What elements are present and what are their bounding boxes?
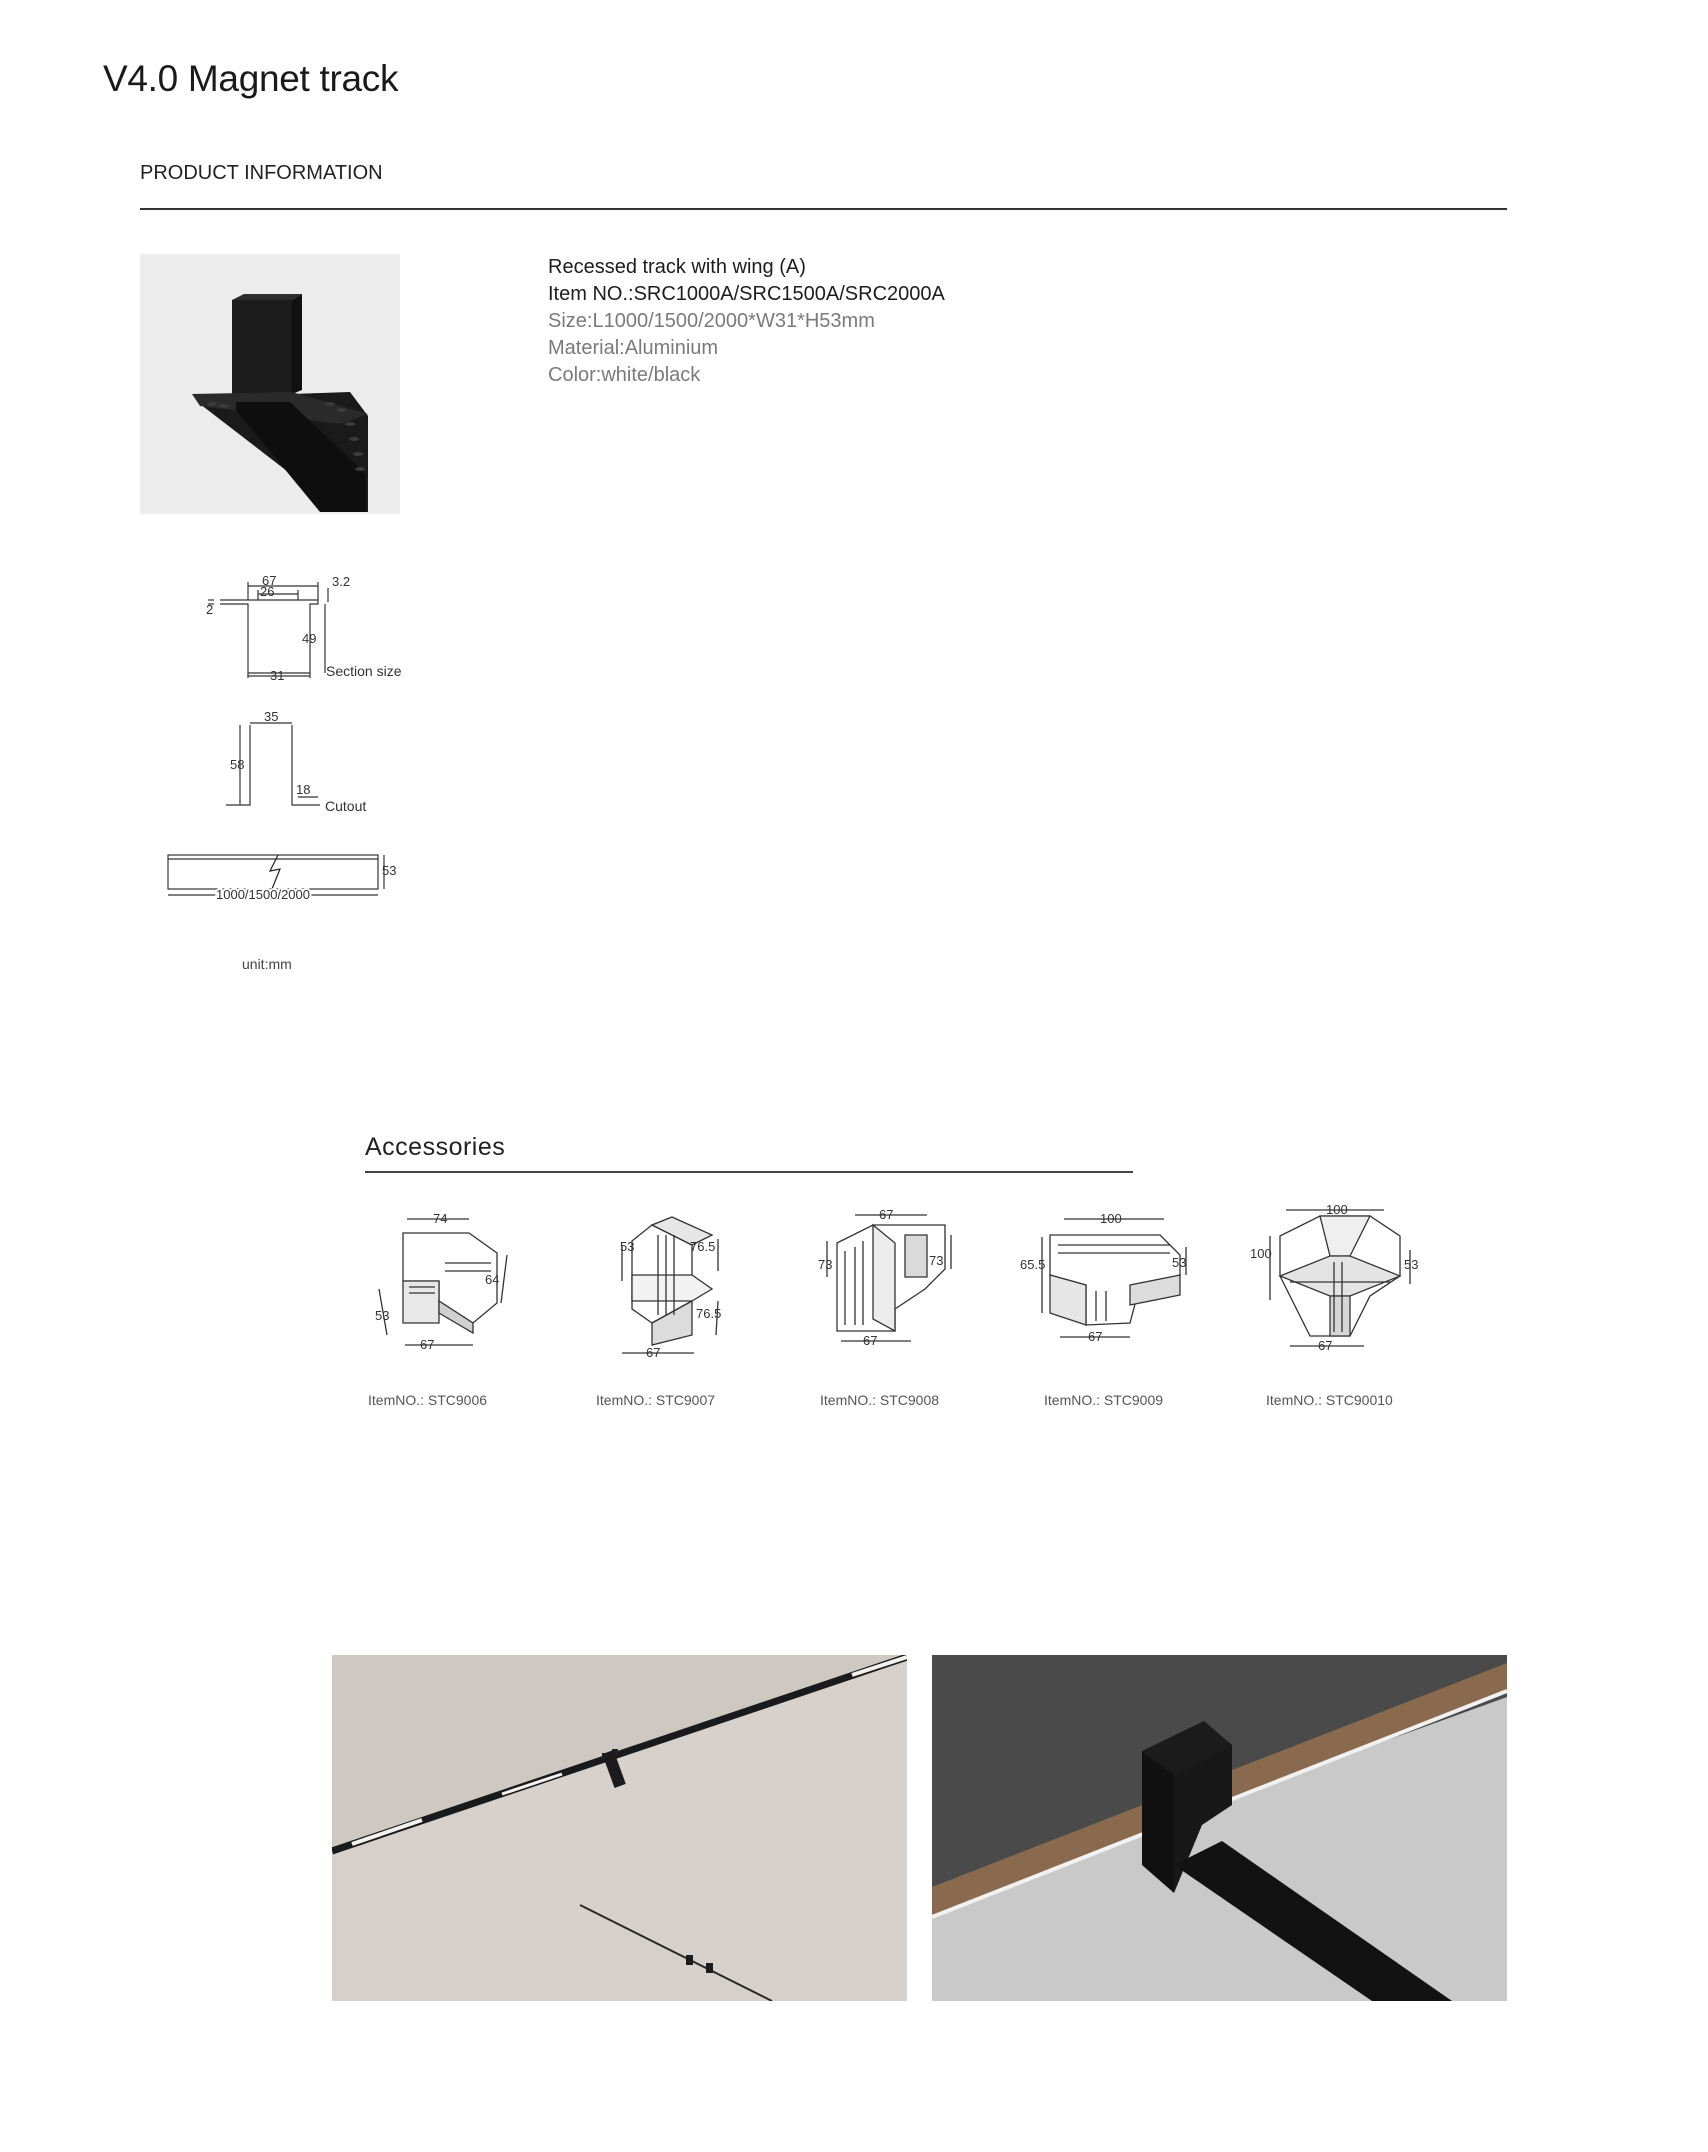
dimension-label: 76.5 [696,1306,722,1321]
section-size-drawing [190,560,430,690]
dimension-label: 67 [1088,1329,1103,1344]
unit-note: unit:mm [242,956,292,972]
dimension-label: 65.5 [1020,1257,1046,1272]
product-material: Material:Aluminium [548,337,719,359]
dim-49: 49 [302,631,317,646]
dim-53: 53 [382,863,397,878]
accessory-drawing-stc9009 [1020,1205,1190,1365]
dimension-label: 53 [375,1308,390,1323]
product-color: Color:white/black [548,364,701,386]
dim-26: 26 [260,584,275,599]
dimension-label: 73 [818,1257,833,1272]
accessory-drawing-stc9008 [815,1205,965,1365]
dimension-label: 64 [485,1272,500,1287]
dimension-label: 100 [1326,1202,1348,1217]
accessory-drawing-stc9007 [592,1205,742,1365]
dimension-label: 53 [1404,1257,1419,1272]
dimension-label: 67 [420,1337,435,1352]
dimension-label: 76.5 [690,1239,716,1254]
page-title: V4.0 Magnet track [103,58,399,99]
installation-photo-ceiling [332,1655,907,2001]
dimension-label: 73 [929,1253,944,1268]
cutout-drawing [210,705,410,815]
dimension-label: 53 [1172,1255,1187,1270]
accessory-label-stc9009: ItemNO.: STC9009 [1044,1392,1164,1408]
accessories-divider [365,1171,1133,1173]
dimension-label: 67 [646,1345,661,1360]
product-size: Size:L1000/1500/2000*W31*H53mm [548,310,875,332]
dimension-label: 100 [1100,1211,1122,1226]
dim-31: 31 [270,668,285,683]
dim-length: 1000/1500/2000 [216,887,310,902]
dim-3-2: 3.2 [332,574,351,589]
accessory-label-stc9008: ItemNO.: STC9008 [820,1392,940,1408]
dim-18: 18 [296,782,311,797]
accessory-label-stc90010: ItemNO.: STC90010 [1266,1392,1393,1408]
length-drawing [160,845,420,905]
product-item-number: Item NO.:SRC1000A/SRC1500A/SRC2000A [548,283,945,305]
dimension-label: 53 [620,1239,635,1254]
cutout-caption: Cutout [325,798,367,814]
accessories-title: Accessories [365,1133,506,1161]
dim-58: 58 [230,757,245,772]
product-name: Recessed track with wing (A) [548,256,806,278]
dim-67: 67 [262,573,277,588]
accessory-drawing-stc90010 [1250,1196,1430,1366]
accessory-label-stc9007: ItemNO.: STC9007 [596,1392,716,1408]
dimension-label: 74 [433,1211,448,1226]
accessory-drawing-stc9006 [365,1205,515,1365]
section-size-caption: Section size [326,663,402,679]
accessory-label-stc9006: ItemNO.: STC9006 [368,1392,488,1408]
section-heading: PRODUCT INFORMATION [140,162,383,184]
dimension-label: 67 [1318,1338,1333,1353]
dim-2: 2 [206,602,214,617]
dimension-label: 100 [1250,1246,1272,1261]
dimension-label: 67 [879,1207,894,1222]
product-photo [140,254,400,514]
dimension-label: 67 [863,1333,878,1348]
section-divider [140,208,1507,210]
installation-photo-render [932,1655,1507,2001]
dim-35: 35 [264,709,279,724]
